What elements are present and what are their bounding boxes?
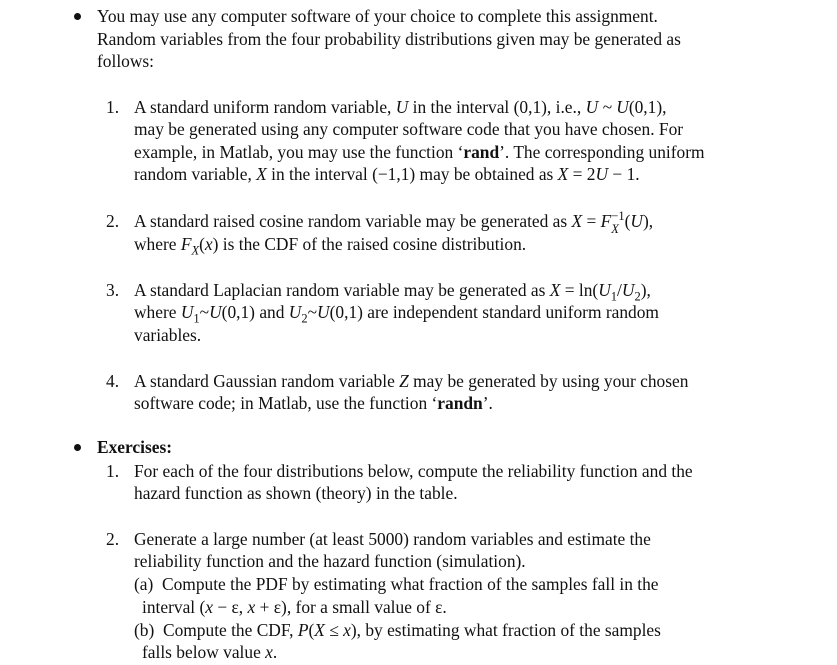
- exercise-2a-label: (a): [134, 574, 154, 594]
- exercise-2-line-1: Generate a large number (at least 5000) random variables and estimate the: [134, 529, 651, 549]
- item-3-number: 3.: [106, 280, 120, 300]
- intro-line-1: You may use any computer software of your choice to complete this assignment.: [97, 6, 658, 26]
- item-1-line-2: may be generated using any computer software code that you have chosen. For: [134, 119, 684, 139]
- item-1-number: 1.: [106, 97, 120, 117]
- code-rand: rand: [463, 142, 500, 162]
- item-1-line-1: A standard uniform random variable, U in the interval (0,1), i.e., U ~ U(0,1),: [134, 97, 667, 117]
- item-3-line-3: variables.: [134, 325, 202, 345]
- intro-line-3: follows:: [97, 51, 155, 71]
- bullet-intro: [74, 13, 81, 20]
- code-randn: randn: [437, 393, 483, 413]
- item-2-number: 2.: [106, 211, 120, 231]
- exercise-2b-line-1: (b) Compute the CDF, P(X ≤ x), by estimating what fraction of the samples: [134, 620, 661, 640]
- exercise-1-line-1: For each of the four distributions below, compute the reliability function and the: [134, 461, 693, 481]
- exercise-1-line-2: hazard function as shown (theory) in the table.: [134, 483, 458, 503]
- exercise-2b-line-2: falls below value x.: [142, 642, 278, 662]
- item-4-line-2: software code; in Matlab, use the function ‘randn’.: [134, 393, 493, 413]
- exercise-2a-line-2: interval (x − ε, x + ε), for a small value of ε.: [142, 597, 447, 617]
- item-1-line-3: example, in Matlab, you may use the function ‘rand’. The corresponding uniform: [134, 142, 705, 162]
- intro-line-2: Random variables from the four probability distributions given may be generated as: [97, 29, 681, 49]
- item-4-number: 4.: [106, 371, 120, 391]
- item-2-line-2: where $F_X(x)$ is the CDF of the raised cosine distribution.: [134, 234, 527, 258]
- item-1-line-4: random variable, X in the interval (−1,1) may be obtained as X = 2U − 1.: [134, 164, 640, 184]
- bullet-exercises: [74, 444, 81, 451]
- item-4-line-1: A standard Gaussian random variable Z may be generated by using your chosen: [134, 371, 689, 391]
- exercise-2a-line-1: (a) Compute the PDF by estimating what fraction of the samples fall in the: [134, 574, 659, 594]
- exercise-2b-label: (b): [134, 620, 155, 640]
- exercise-2-line-2: reliability function and the hazard function (simulation).: [134, 551, 526, 571]
- exercises-heading: Exercises:: [97, 437, 173, 457]
- item-3-line-2: where $U_1\sim U(0,1)$ and $U_2\sim U(0,1)$ are independent standard uniform random: [134, 302, 659, 326]
- exercise-2-number: 2.: [106, 529, 120, 549]
- exercise-1-number: 1.: [106, 461, 120, 481]
- item-2-line-1: A standard raised cosine random variable may be generated as X = F −1 X (U),: [134, 209, 654, 236]
- item-3-line-1: A standard Laplacian random variable may be generated as $X = \ln(U_1/U_2)$,: [134, 280, 651, 304]
